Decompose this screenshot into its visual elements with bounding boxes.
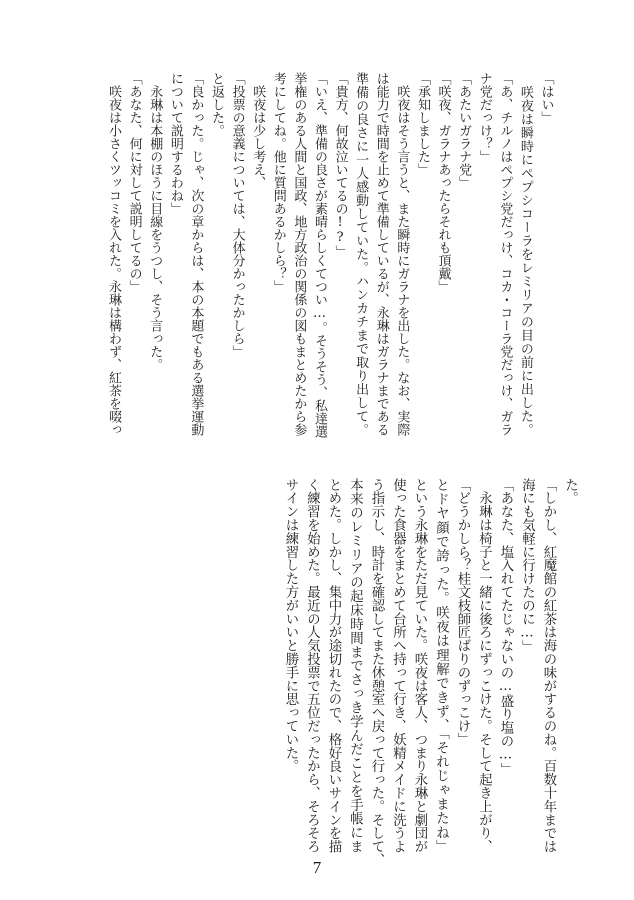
text-column: 準備の良さに一人感動していた。ハンカチまで取り出して。 bbox=[353, 72, 369, 436]
text-column: という永琳をただ見ていた。咲夜は客人、つまり永琳と劇団が bbox=[412, 478, 427, 854]
text-column: 永琳は本棚のほうに目線をうつし、そう言った。 bbox=[147, 72, 163, 371]
text-column: 「あなた、何に対して説明してるの」 bbox=[126, 72, 142, 293]
text-column: 「投票の意義については、大体分かったかしら」 bbox=[229, 72, 245, 358]
lower-text-block bbox=[280, 478, 581, 867]
text-column: 咲夜は少し考え、 bbox=[250, 72, 266, 189]
text-column: う指示し、時計を確認してまた休憩室へ戻って行った。そして、 bbox=[369, 478, 384, 867]
text-column: 「あなた、塩入れてたじゃないの…盛り塩の…」 bbox=[498, 478, 513, 776]
text-column: 「承知しました」 bbox=[414, 72, 430, 176]
text-column: 咲夜は小さくツッコミを入れた。永琳は構わず、紅茶を啜っ bbox=[106, 72, 122, 436]
text-column: 「どうかしら？桂文枝師匠ばりのずっこけ」 bbox=[455, 478, 470, 746]
text-column: と返した。 bbox=[209, 72, 224, 137]
text-column: 「良かった。じゃ、次の章からは、本の本題でもある選挙運動 bbox=[188, 72, 204, 436]
text-column: ナ党だっけ？」 bbox=[476, 72, 492, 163]
upper-text-block bbox=[102, 72, 555, 436]
text-column: 考にしてね。他に質問あるかしら？」 bbox=[270, 72, 286, 293]
text-column: は能力で時間を止めて準備しているが、永琳はガラナまである bbox=[373, 72, 389, 436]
text-column: サインは練習した方がいいと勝手に思っていた。 bbox=[283, 478, 298, 773]
text-column: 咲夜はそう言うと、また瞬時にガラナを出した。なお、実際 bbox=[394, 72, 410, 436]
text-column: 海にも気軽に行けたのに…」 bbox=[519, 478, 535, 654]
text-column: 「咲夜、ガラナあったらそれも頂戴」 bbox=[435, 72, 451, 293]
text-column: く練習を始めた。最近の人気投票で五位だったから、そろそろ bbox=[304, 478, 320, 854]
text-column: 「はい」 bbox=[538, 72, 554, 124]
text-column: 挙権のある人間と国政、地方政治の関係の図もまとめたから参 bbox=[291, 72, 307, 436]
text-column: 「あ、チルノはペプシ党だっけ、コカ・コーラ党だっけ、ガラ bbox=[497, 72, 513, 436]
text-column: について説明するわね」 bbox=[167, 72, 183, 215]
text-column: とドヤ顔で誇った。咲夜は理解できず、「それじゃまたね」 bbox=[433, 478, 449, 854]
text-column: 使った食器をまとめて台所へ持って行き、妖精メイドに洗うよ bbox=[390, 478, 406, 854]
text-column: 「しかし、紅魔館の紅茶は海の味がするのね。百数十年までは bbox=[541, 478, 556, 854]
text-column: 「あたいガラナ党」 bbox=[456, 72, 472, 189]
text-column: 永琳は椅子と一緒に後ろにずっこけた。そして起き上がり、 bbox=[476, 478, 492, 854]
text-column: 「貴方、何故泣いてるの!?」 bbox=[332, 72, 348, 258]
text-column: 咲夜は瞬時にペプシコーラをレミリアの目の前に出した。 bbox=[517, 72, 533, 436]
text-column: 本来のレミリアの起床時間までさっき学んだことを手帳にま bbox=[347, 478, 363, 854]
text-column: た。 bbox=[562, 478, 578, 505]
page-number: 7 bbox=[312, 858, 322, 877]
text-column: 「いえ、準備の良さが素晴らしくてつい…。そうそう、私達選 bbox=[311, 72, 327, 438]
text-column: とめた。しかし、集中力が途切れたので、格好良いサインを描 bbox=[326, 478, 341, 854]
